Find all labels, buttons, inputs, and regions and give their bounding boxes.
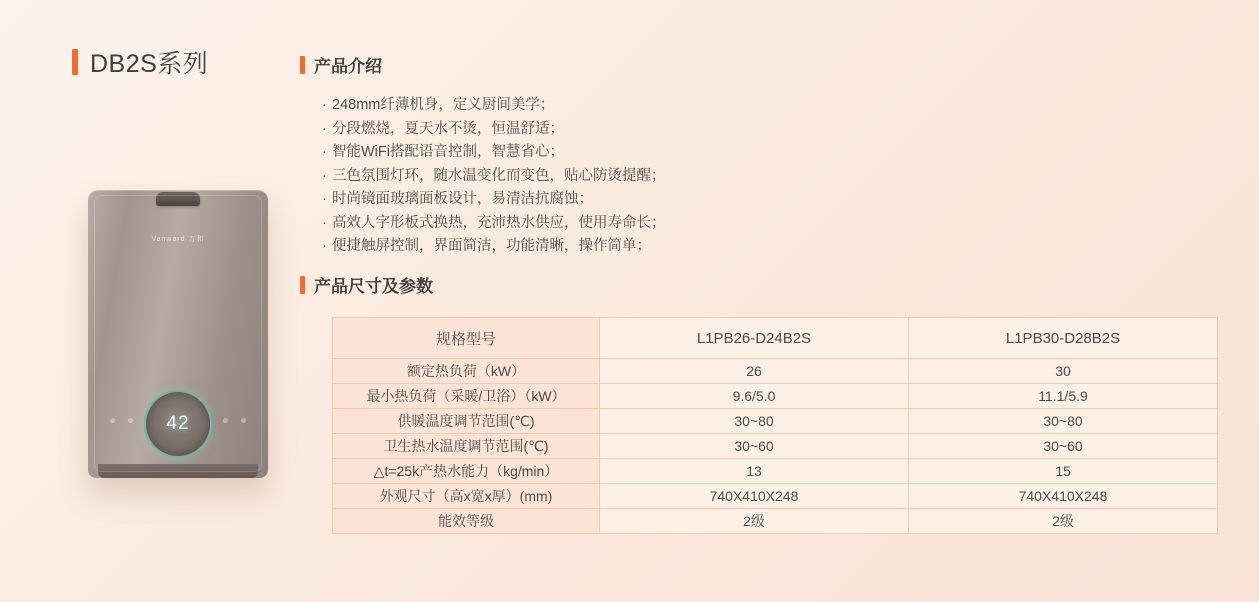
column-header-model-1: L1PB26-D24B2S [600,318,909,359]
control-dot-icon [223,418,228,423]
table-row [333,384,1218,409]
control-dot-icon [110,418,115,423]
column-header-model-2: L1PB30-D28B2S [909,318,1218,359]
accent-bar-icon [300,56,305,74]
row-value-1: 13 [600,459,909,484]
row-value-2: 30 [909,359,1218,384]
specification-table [332,317,1218,534]
spec-section-header [300,272,433,297]
water-heater-illustration [88,190,268,478]
row-value-2: 30~80 [909,409,1218,434]
series-title-row [72,44,282,80]
table-header-row [333,318,1218,359]
table-row [333,434,1218,459]
row-label: 能效等级 [333,509,600,534]
row-label: 卫生热水温度调节范围(℃) [333,434,600,459]
list-item: · 便捷触屏控制，界面简洁，功能清晰，操作简单； [322,236,666,258]
table-row [333,484,1218,509]
display-temperature: 42 [166,413,190,434]
row-label: 最小热负荷（采暖/卫浴）（kW） [333,384,600,409]
temperature-display [144,390,212,458]
list-item: · 三色氛围灯环，随水温变化而变色，贴心防烫提醒； [322,166,666,188]
brand-logo: Vanward 万和 [151,236,205,243]
list-item: · 高效人字形板式换热，充沛热水供应，使用寿命长； [322,213,666,235]
product-intro-section [300,52,666,260]
control-dot-icon [241,418,246,423]
table-row [333,509,1218,534]
list-item: · 时尚镜面玻璃面板设计，易清洁抗腐蚀； [322,189,666,211]
row-value-1: 30~60 [600,434,909,459]
spec-section-title: 产品尺寸及参数 [314,277,433,296]
row-value-1: 740X410X248 [600,484,909,509]
list-item: · 智能WiFi搭配语音控制，智慧省心； [322,142,666,164]
row-value-2: 30~60 [909,434,1218,459]
row-value-1: 26 [600,359,909,384]
intro-section-title: 产品介绍 [314,57,382,76]
row-value-1: 9.6/5.0 [600,384,909,409]
control-dot-icon [128,418,133,423]
table-row [333,409,1218,434]
table-row [333,459,1218,484]
row-value-1: 2级 [600,509,909,534]
list-item: · 248mm纤薄机身，定义厨间美学； [322,95,666,117]
column-header-model: 规格型号 [333,318,600,359]
product-spec-section [300,272,433,297]
list-item: · 分段燃烧，夏天水不烫，恒温舒适； [322,119,666,141]
intro-section-header [300,52,666,77]
vent-icon [156,192,200,206]
series-title: DB2S系列 [90,50,209,78]
row-value-1: 30~80 [600,409,909,434]
product-image [88,175,268,495]
row-label: △t=25k产热水能力（kg/min） [333,459,600,484]
row-value-2: 15 [909,459,1218,484]
table-row [333,359,1218,384]
intro-feature-list [322,95,666,258]
accent-bar-icon [300,276,305,294]
row-label: 额定热负荷（kW） [333,359,600,384]
accent-bar-icon [72,49,78,75]
row-value-2: 740X410X248 [909,484,1218,509]
row-label: 外观尺寸（高x宽x厚）(mm) [333,484,600,509]
series-header [72,44,282,80]
row-value-2: 2级 [909,509,1218,534]
row-value-2: 11.1/5.9 [909,384,1218,409]
heater-base [98,464,258,478]
row-label: 供暖温度调节范围(℃) [333,409,600,434]
